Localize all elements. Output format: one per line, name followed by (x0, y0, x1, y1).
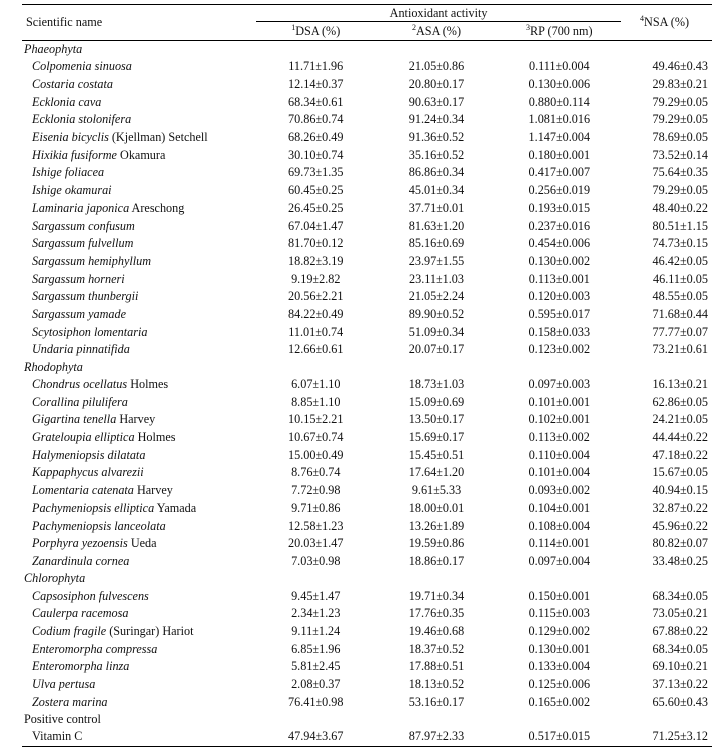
asa-value: 18.37±0.52 (408, 641, 465, 656)
rp-value: 0.115±0.003 (528, 606, 590, 621)
nsa-value: 15.67±0.05 (652, 465, 708, 480)
dsa-value: 10.67±0.74 (288, 430, 344, 445)
scientific-name-header (22, 5, 256, 41)
species-name (22, 605, 256, 623)
table-row (22, 323, 712, 341)
group-row (22, 41, 712, 59)
species-name (22, 270, 256, 288)
asa-value: 13.26±1.89 (408, 518, 465, 533)
species-name (22, 728, 256, 746)
species-name (22, 500, 256, 518)
group-label: Chlorophyta (24, 571, 86, 586)
rp-value: 0.125±0.006 (528, 677, 591, 692)
dsa-value: 60.45±0.25 (288, 183, 344, 198)
dsa-value: 10.15±2.21 (288, 412, 344, 427)
species-name (22, 693, 256, 711)
rp-header-text: RP (700 nm) (530, 23, 593, 38)
rp-value: 0.133±0.004 (528, 659, 591, 674)
nsa-value: 68.34±0.05 (652, 588, 708, 603)
nsa-value: 73.21±0.61 (652, 342, 708, 357)
rp-value: 0.595±0.017 (528, 306, 591, 321)
species-name (22, 411, 256, 429)
nsa-value: 78.69±0.05 (652, 130, 708, 145)
rp-value: 0.158±0.033 (528, 324, 591, 339)
dsa-value: 9.19±2.82 (291, 271, 341, 286)
species-name (22, 376, 256, 394)
species-binomial: Eisenia bicyclis (32, 130, 109, 145)
asa-value: 18.13±0.52 (408, 677, 465, 692)
dsa-value: 5.81±2.45 (291, 659, 341, 674)
table-row (22, 587, 712, 605)
nsa-value: 62.86±0.05 (652, 394, 708, 409)
antioxidant-activity-text: Antioxidant activity (389, 5, 488, 20)
rp-value: 0.150±0.001 (528, 588, 591, 603)
dsa-value: 2.08±0.37 (291, 677, 341, 692)
species-binomial: Chondrus ocellatus (32, 377, 128, 392)
table-row (22, 217, 712, 235)
dsa-value: 84.22±0.49 (288, 306, 344, 321)
species-binomial: Grateloupia elliptica (32, 430, 135, 445)
asa-value: 18.86±0.17 (408, 553, 465, 568)
table-row (22, 306, 712, 324)
rp-value: 0.130±0.002 (528, 253, 591, 268)
species-binomial: Corallina pilulifera (32, 394, 128, 409)
species-binomial: Porphyra yezoensis (32, 536, 128, 551)
species-name (22, 623, 256, 641)
species-name (22, 640, 256, 658)
rp-value: 0.110±0.004 (528, 447, 590, 462)
asa-value: 90.63±0.17 (408, 94, 465, 109)
table-row (22, 728, 712, 746)
table-row (22, 200, 712, 218)
nsa-header (621, 5, 712, 41)
scientific-name-header-text: Scientific name (26, 15, 103, 29)
species-binomial: Halymeniopsis dilatata (32, 447, 146, 462)
species-name (22, 464, 256, 482)
table-row (22, 164, 712, 182)
species-name (22, 306, 256, 324)
species-name (22, 253, 256, 271)
dsa-footnote-mark: 1 (291, 22, 296, 32)
nsa-value: 67.88±0.22 (652, 623, 708, 638)
species-binomial: Scytosiphon lomentaria (32, 324, 148, 339)
rp-value: 0.130±0.001 (528, 641, 591, 656)
species-name (22, 535, 256, 553)
asa-value: 89.90±0.52 (408, 306, 465, 321)
dsa-value: 6.07±1.10 (291, 377, 341, 392)
table-row (22, 517, 712, 535)
table-row (22, 393, 712, 411)
antioxidant-activity-header (256, 5, 621, 22)
species-name (22, 288, 256, 306)
rp-value: 0.101±0.001 (528, 394, 591, 409)
table-row (22, 182, 712, 200)
nsa-value: 24.21±0.05 (652, 412, 708, 427)
table-row (22, 93, 712, 111)
species-authority: (Suringar) Hariot (106, 623, 194, 638)
species-name (22, 146, 256, 164)
species-binomial: Sargassum confusum (32, 218, 135, 233)
table-body (22, 41, 712, 747)
species-binomial: Gigartina tenella (32, 412, 117, 427)
rp-value: 0.114±0.001 (528, 536, 590, 551)
asa-value: 23.97±1.55 (408, 253, 465, 268)
rp-value: 0.104±0.001 (528, 500, 591, 515)
asa-footnote-mark: 2 (411, 22, 416, 32)
nsa-value: 45.96±0.22 (652, 518, 708, 533)
asa-value: 23.11±1.03 (409, 271, 464, 286)
species-name (22, 676, 256, 694)
species-authority: Okamura (116, 147, 166, 162)
rp-value: 0.120±0.003 (528, 289, 591, 304)
dsa-value: 69.73±1.35 (288, 165, 344, 180)
species-binomial: Sargassum fulvellum (32, 236, 134, 251)
rp-value: 1.147±0.004 (528, 130, 591, 145)
dsa-value: 8.76±0.74 (291, 465, 341, 480)
group-label: Phaeophyta (24, 42, 83, 56)
species-binomial: Enteromorpha compressa (32, 641, 158, 656)
asa-value: 53.16±0.17 (408, 694, 465, 709)
species-binomial: Colpomenia sinuosa (32, 59, 132, 74)
dsa-header-text: DSA (%) (295, 23, 341, 38)
dsa-value: 11.71±1.96 (288, 59, 344, 74)
nsa-value: 46.42±0.05 (652, 253, 708, 268)
dsa-value: 11.01±0.74 (288, 324, 344, 339)
table-row (22, 623, 712, 641)
table-row (22, 253, 712, 271)
rp-value: 0.517±0.015 (498, 728, 622, 746)
species-authority: Holmes (127, 377, 169, 392)
asa-value: 9.61±5.33 (411, 483, 462, 498)
species-name (22, 182, 256, 200)
dsa-value: 81.70±0.12 (288, 236, 344, 251)
nsa-value: 44.44±0.22 (652, 430, 708, 445)
asa-value: 19.71±0.34 (408, 588, 465, 603)
nsa-value: 48.55±0.05 (652, 289, 708, 304)
table-row (22, 500, 712, 518)
dsa-value: 12.14±0.37 (288, 77, 344, 92)
dsa-header (256, 22, 375, 41)
asa-value: 91.36±0.52 (408, 130, 465, 145)
nsa-value: 69.10±0.21 (652, 659, 708, 674)
species-binomial: Ulva pertusa (32, 677, 96, 692)
rp-value: 0.454±0.006 (528, 236, 591, 251)
rp-value: 0.880±0.114 (528, 94, 590, 109)
species-name (22, 341, 256, 359)
table-row (22, 376, 712, 394)
nsa-value: 40.94±0.15 (652, 483, 708, 498)
species-binomial: Undaria pinnatifida (32, 342, 130, 357)
dsa-value: 7.72±0.98 (291, 483, 341, 498)
nsa-value: 37.13±0.22 (652, 677, 708, 692)
species-name (22, 200, 256, 218)
asa-value: 87.97±2.33 (375, 728, 497, 746)
asa-value: 17.64±1.20 (408, 465, 465, 480)
table-row (22, 129, 712, 147)
nsa-value: 71.68±0.44 (652, 306, 708, 321)
dsa-value: 68.34±0.61 (288, 94, 344, 109)
group-label: Positive control (24, 712, 101, 727)
species-binomial: Zanardinula cornea (32, 553, 130, 568)
species-binomial: Pachymeniopsis lanceolata (32, 518, 166, 533)
nsa-value: 79.29±0.05 (652, 183, 708, 198)
species-name (22, 587, 256, 605)
table-row (22, 341, 712, 359)
rp-value: 0.417±0.007 (528, 165, 591, 180)
nsa-value: 33.48±0.25 (652, 553, 708, 568)
rp-value: 0.108±0.004 (528, 518, 591, 533)
nsa-value: 74.73±0.15 (652, 236, 708, 251)
dsa-value: 70.86±0.74 (288, 112, 344, 127)
species-authority: Ueda (127, 536, 157, 551)
table-row (22, 605, 712, 623)
rp-value: 0.256±0.019 (528, 183, 591, 198)
nsa-value: 68.34±0.05 (652, 641, 708, 656)
dsa-value: 2.34±1.23 (291, 606, 341, 621)
species-binomial: Kappaphycus alvarezii (32, 465, 144, 480)
species-name (22, 93, 256, 111)
nsa-value: 32.87±0.22 (652, 500, 708, 515)
table-row (22, 111, 712, 129)
species-binomial: Zostera marina (32, 694, 108, 709)
table-row (22, 446, 712, 464)
dsa-value: 7.03±0.98 (291, 553, 341, 568)
table-row (22, 482, 712, 500)
table-row (22, 270, 712, 288)
dsa-value: 26.45±0.25 (288, 200, 344, 215)
species-name (22, 58, 256, 76)
species-binomial: Enteromorpha linza (32, 659, 130, 674)
table-row (22, 58, 712, 76)
table-row (22, 464, 712, 482)
rp-footnote-mark: 3 (526, 22, 531, 32)
dsa-value: 18.82±3.19 (288, 253, 344, 268)
species-authority: Vitamin C (32, 729, 83, 744)
rp-value: 0.101±0.004 (528, 465, 591, 480)
species-name (22, 323, 256, 341)
asa-value: 21.05±0.86 (408, 59, 465, 74)
dsa-value: 20.56±2.21 (288, 289, 344, 304)
species-authority: Harvey (116, 412, 156, 427)
table-row (22, 429, 712, 447)
rp-value: 0.129±0.002 (528, 623, 591, 638)
dsa-value: 15.00±0.49 (288, 447, 344, 462)
species-binomial: Pachymeniopsis elliptica (32, 500, 155, 515)
asa-value: 15.45±0.51 (408, 447, 465, 462)
species-binomial: Hixikia fusiforme (32, 147, 117, 162)
asa-header-text: ASA (%) (415, 23, 462, 38)
species-name (22, 517, 256, 535)
rp-value: 0.123±0.002 (528, 342, 591, 357)
table-row (22, 676, 712, 694)
dsa-value: 9.11±1.24 (291, 623, 341, 638)
table-row (22, 553, 712, 571)
nsa-value: 79.29±0.05 (652, 94, 708, 109)
table-row (22, 535, 712, 553)
dsa-value: 12.58±1.23 (288, 518, 344, 533)
table-row (22, 146, 712, 164)
asa-value: 18.00±0.01 (408, 500, 465, 515)
asa-header (375, 22, 497, 41)
species-binomial: Sargassum horneri (32, 271, 125, 286)
dsa-value: 67.04±1.47 (288, 218, 344, 233)
asa-value: 13.50±0.17 (408, 412, 465, 427)
table-row (22, 288, 712, 306)
table-row (22, 658, 712, 676)
nsa-value: 71.25±3.12 (621, 728, 712, 746)
dsa-value: 30.10±0.74 (288, 147, 344, 162)
nsa-value: 49.46±0.43 (652, 59, 708, 74)
nsa-value: 75.64±0.35 (652, 165, 708, 180)
asa-value: 20.80±0.17 (408, 77, 465, 92)
asa-value: 15.09±0.69 (408, 394, 465, 409)
dsa-value: 8.85±1.10 (291, 394, 341, 409)
asa-value: 81.63±1.20 (408, 218, 465, 233)
table-row (22, 640, 712, 658)
nsa-value: 16.13±0.21 (652, 377, 708, 392)
nsa-value: 65.60±0.43 (652, 694, 708, 709)
asa-value: 85.16±0.69 (408, 236, 465, 251)
species-name (22, 235, 256, 253)
rp-value: 0.097±0.003 (528, 377, 591, 392)
rp-value: 0.093±0.002 (528, 483, 591, 498)
group-row (22, 711, 712, 728)
species-name (22, 553, 256, 571)
nsa-value: 29.83±0.21 (652, 77, 708, 92)
nsa-value: 48.40±0.22 (652, 200, 708, 215)
species-binomial: Sargassum thunbergii (32, 289, 139, 304)
dsa-value: 47.94±3.67 (256, 728, 375, 746)
asa-value: 37.71±0.01 (408, 200, 465, 215)
asa-value: 86.86±0.34 (408, 165, 465, 180)
rp-value: 0.180±0.001 (528, 147, 591, 162)
species-name (22, 111, 256, 129)
species-authority: Holmes (134, 430, 176, 445)
species-binomial: Costaria costata (32, 77, 113, 92)
nsa-value: 77.77±0.07 (652, 324, 708, 339)
table-row (22, 411, 712, 429)
species-name (22, 482, 256, 500)
dsa-value: 6.85±1.96 (291, 641, 341, 656)
rp-header (498, 22, 622, 41)
asa-value: 18.73±1.03 (408, 377, 465, 392)
species-name (22, 446, 256, 464)
table-row (22, 693, 712, 711)
species-binomial: Capsosiphon fulvescens (32, 588, 149, 603)
species-binomial: Ishige okamurai (32, 183, 112, 198)
rp-value: 0.097±0.004 (528, 553, 591, 568)
species-authority: Harvey (133, 483, 173, 498)
table-row (22, 235, 712, 253)
nsa-value: 79.29±0.05 (652, 112, 708, 127)
species-authority: Yamada (154, 500, 197, 515)
dsa-value: 76.41±0.98 (288, 694, 344, 709)
nsa-value: 80.51±1.15 (652, 218, 708, 233)
species-binomial: Ishige foliacea (32, 165, 105, 180)
group-label: Rhodophyta (24, 359, 83, 374)
rp-value: 1.081±0.016 (528, 112, 591, 127)
species-name (22, 76, 256, 94)
group-row (22, 359, 712, 376)
rp-value: 0.111±0.004 (529, 59, 590, 74)
rp-value: 0.165±0.002 (528, 694, 591, 709)
species-binomial: Ecklonia stolonifera (32, 112, 132, 127)
asa-value: 20.07±0.17 (408, 342, 465, 357)
dsa-value: 12.66±0.61 (288, 342, 344, 357)
species-name (22, 658, 256, 676)
dsa-value: 9.71±0.86 (291, 500, 341, 515)
species-name (22, 393, 256, 411)
rp-value: 0.113±0.002 (528, 430, 590, 445)
species-binomial: Sargassum hemiphyllum (32, 253, 152, 268)
species-binomial: Caulerpa racemosa (32, 606, 129, 621)
nsa-value: 80.82±0.07 (652, 536, 708, 551)
dsa-value: 68.26±0.49 (288, 130, 344, 145)
species-name (22, 429, 256, 447)
asa-value: 19.46±0.68 (408, 623, 465, 638)
asa-value: 21.05±2.24 (408, 289, 465, 304)
rp-value: 0.113±0.001 (528, 271, 590, 286)
table-row (22, 76, 712, 94)
nsa-value: 47.18±0.22 (652, 447, 708, 462)
rp-value: 0.102±0.001 (528, 412, 591, 427)
asa-value: 45.01±0.34 (408, 183, 465, 198)
asa-value: 19.59±0.86 (408, 536, 465, 551)
rp-value: 0.193±0.015 (528, 200, 591, 215)
species-name (22, 164, 256, 182)
asa-value: 17.76±0.35 (408, 606, 465, 621)
asa-value: 15.69±0.17 (408, 430, 465, 445)
nsa-value: 46.11±0.05 (653, 271, 708, 286)
nsa-value: 73.05±0.21 (652, 606, 708, 621)
species-authority: Areschong (129, 200, 185, 215)
species-binomial: Ecklonia cava (32, 94, 102, 109)
species-name (22, 217, 256, 235)
nsa-footnote-mark: 4 (640, 13, 645, 23)
asa-value: 35.16±0.52 (408, 147, 465, 162)
asa-value: 51.09±0.34 (408, 324, 465, 339)
species-authority: (Kjellman) Setchell (108, 130, 208, 145)
nsa-value: 73.52±0.14 (652, 147, 708, 162)
species-binomial: Codium fragile (32, 623, 107, 638)
rp-value: 0.130±0.006 (528, 77, 591, 92)
species-name (22, 129, 256, 147)
species-binomial: Sargassum yamade (32, 306, 126, 321)
asa-value: 91.24±0.34 (408, 112, 465, 127)
dsa-value: 20.03±1.47 (288, 536, 344, 551)
antioxidant-table (22, 4, 712, 747)
nsa-header-text: NSA (%) (644, 15, 690, 29)
asa-value: 17.88±0.51 (408, 659, 465, 674)
species-binomial: Lomentaria catenata (32, 483, 134, 498)
species-binomial: Laminaria japonica (32, 200, 130, 215)
header-row-top (22, 5, 712, 22)
dsa-value: 9.45±1.47 (291, 588, 341, 603)
group-row (22, 570, 712, 587)
rp-value: 0.237±0.016 (528, 218, 591, 233)
